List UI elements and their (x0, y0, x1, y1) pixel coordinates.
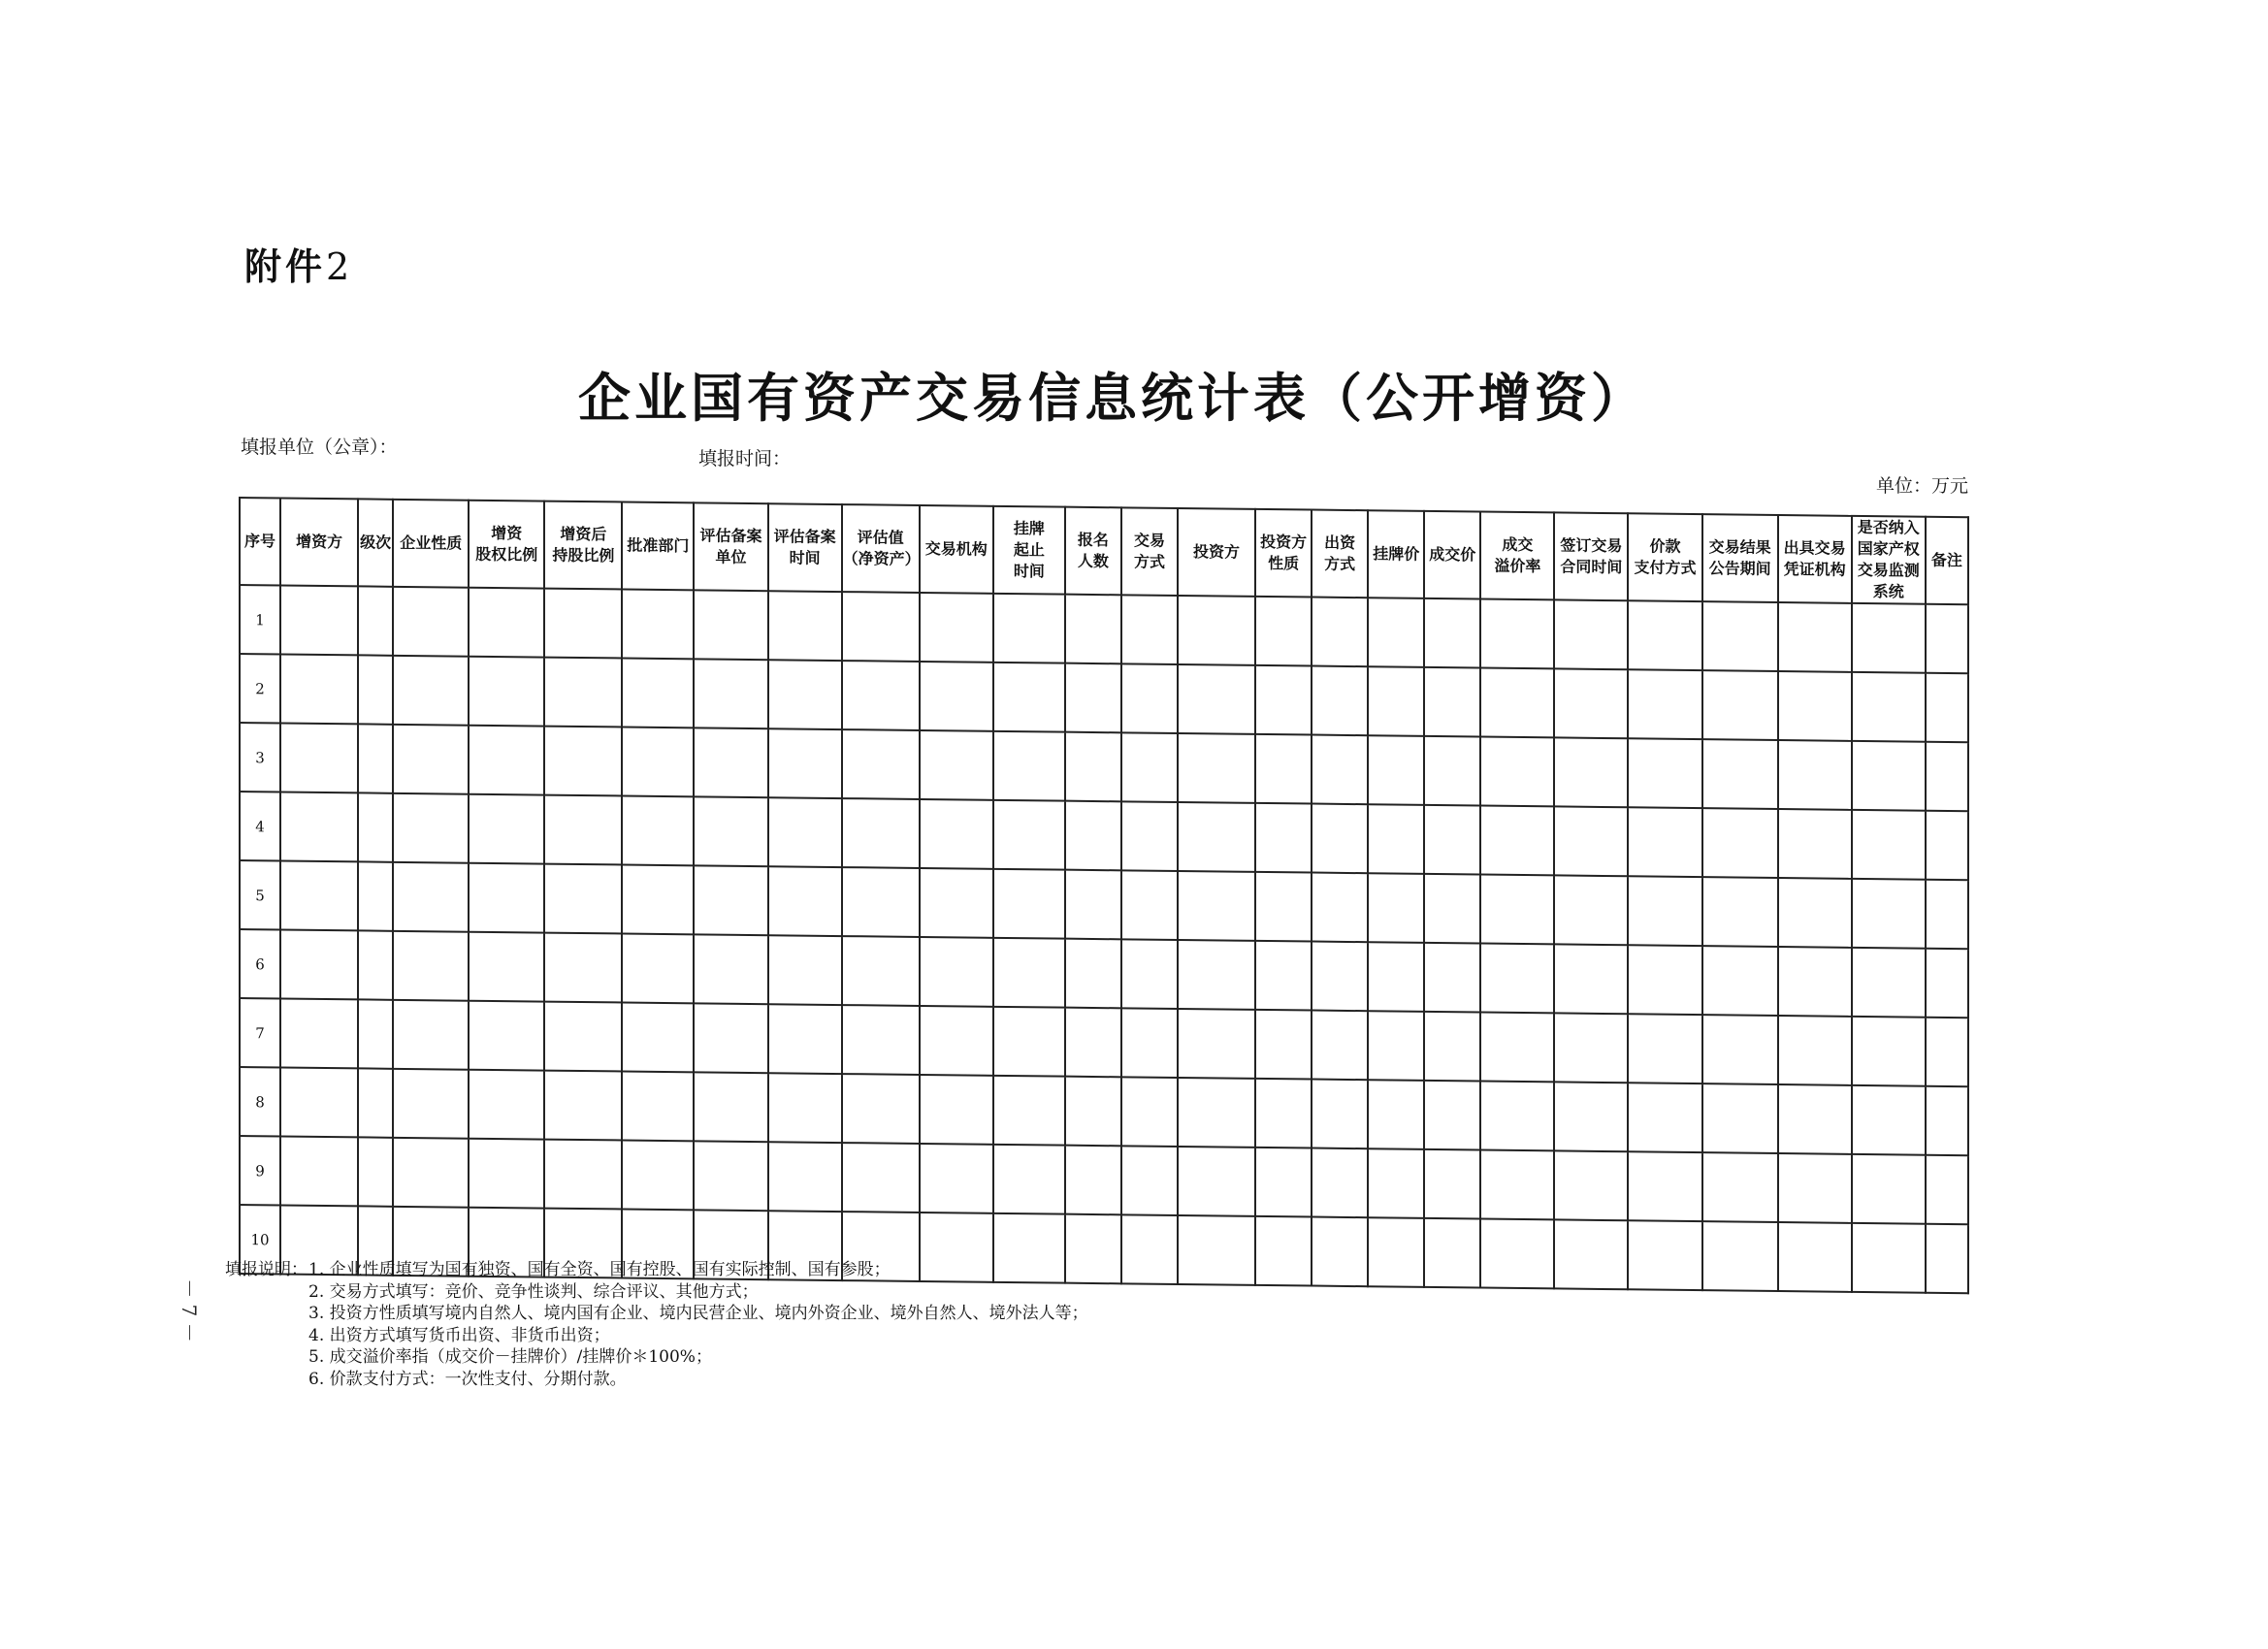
row-number: 1 (240, 585, 280, 654)
table-cell (1121, 1077, 1178, 1147)
column-header: 挂牌价 (1368, 510, 1424, 598)
table-cell (1702, 877, 1778, 947)
table-cell (1778, 602, 1852, 672)
table-cell (920, 1144, 993, 1213)
table-cell (1554, 599, 1628, 669)
table-cell (993, 938, 1065, 1008)
table-cell (280, 792, 358, 861)
table-cell (1312, 735, 1368, 805)
table-cell (544, 1002, 622, 1072)
table-cell (1926, 949, 1968, 1018)
table-cell (1368, 735, 1424, 805)
table-cell (1312, 804, 1368, 874)
table-cell (1424, 874, 1480, 944)
table-cell (1852, 741, 1926, 811)
note-item-2: 2. 交易方式填写：竞价、竞争性谈判、综合评议、其他方式； (308, 1281, 759, 1302)
attachment-text: 附件 (244, 244, 327, 288)
table-cell (469, 1001, 544, 1071)
table-cell (694, 659, 767, 728)
column-header: 成交价 (1424, 511, 1480, 599)
table-cell (469, 794, 544, 864)
table-cell (1424, 805, 1480, 875)
table-cell (1926, 673, 1968, 743)
table-cell (1926, 811, 1968, 881)
table-cell (768, 1142, 842, 1212)
table-cell (694, 865, 767, 935)
table-cell (1702, 670, 1778, 740)
row-number: 9 (240, 1136, 280, 1205)
table-cell (1368, 804, 1424, 874)
table-cell (1424, 1218, 1480, 1288)
table-cell (544, 933, 622, 1003)
table-cell (622, 1002, 694, 1072)
row-number: 10 (240, 1205, 280, 1274)
document-title: 企业国有资产交易信息统计表（公开增资） (578, 367, 1647, 429)
table-cell (1121, 939, 1178, 1009)
table-cell (1312, 598, 1368, 667)
table-cell (1255, 872, 1312, 942)
table-cell (1852, 879, 1926, 949)
table-cell (622, 727, 694, 796)
row-number: 5 (240, 860, 280, 929)
column-header: 增资方 (280, 498, 358, 586)
table-cell (1778, 947, 1852, 1017)
reporting-unit-label: 填报单位（公章）： (241, 436, 398, 458)
table-cell (1554, 1150, 1628, 1220)
row-number: 8 (240, 1067, 280, 1136)
table-cell (842, 1143, 920, 1212)
page-number-mark (165, 1238, 201, 1383)
table-cell (1778, 809, 1852, 879)
note-item-1: 1. 企业性质填写为国有独资、国有全资、国有控股、国有实际控制、国有参股； (308, 1260, 891, 1279)
table-cell (280, 654, 358, 724)
table-cell (1702, 1152, 1778, 1222)
table-cell (920, 1006, 993, 1076)
table-cell (1424, 1081, 1480, 1150)
table-cell (1424, 1012, 1480, 1082)
table-cell (768, 866, 842, 936)
table-cell (358, 586, 393, 655)
table-cell (1424, 667, 1480, 737)
table-cell (1852, 1154, 1926, 1224)
table-cell (1312, 1011, 1368, 1081)
reporting-time-label: 填报时间： (698, 448, 792, 469)
table-cell (694, 1141, 767, 1211)
table-cell (544, 864, 622, 934)
table-cell (280, 723, 358, 792)
table-cell (1702, 1221, 1778, 1291)
column-header: 交易机构 (920, 505, 993, 594)
table-cell (280, 860, 358, 930)
table-cell (1628, 1220, 1701, 1290)
table-cell (920, 799, 993, 869)
table-cell (920, 593, 993, 663)
table-cell (393, 587, 469, 657)
table-cell (1628, 1151, 1701, 1221)
page-number-vertical (165, 1238, 201, 1383)
table-cell (1065, 1077, 1121, 1147)
table-cell (1702, 808, 1778, 878)
table-cell (1480, 1082, 1554, 1151)
table-cell (622, 795, 694, 865)
column-header: 交易结果 公告期间 (1702, 514, 1778, 602)
table-cell (1926, 1224, 1968, 1294)
table-cell (1121, 663, 1178, 733)
table-cell (1480, 599, 1554, 669)
table-cell (1778, 1084, 1852, 1154)
table-cell (1368, 666, 1424, 736)
table-cell (1778, 740, 1852, 810)
table-cell (1121, 732, 1178, 802)
table-cell (1065, 870, 1121, 940)
table-cell (1778, 1153, 1852, 1223)
table-cell (920, 937, 993, 1007)
table-cell (1852, 948, 1926, 1018)
table-cell (1368, 1080, 1424, 1149)
table-cell (1178, 733, 1255, 803)
table-cell (920, 730, 993, 800)
table-cell (1926, 742, 1968, 812)
table-cell (393, 931, 469, 1001)
table-cell (1702, 739, 1778, 809)
table-cell (1926, 880, 1968, 950)
table-cell (1178, 1215, 1255, 1285)
column-header: 增资 股权比例 (469, 501, 544, 589)
page-number-text: － 7 － (178, 1278, 201, 1342)
table-cell (1480, 1150, 1554, 1220)
table-cell (768, 660, 842, 729)
table-cell (1926, 1018, 1968, 1087)
table-cell (842, 798, 920, 868)
table-cell (694, 728, 767, 797)
column-header: 投资方 (1178, 508, 1255, 597)
notes-lead: 填报说明： (225, 1260, 308, 1279)
table-cell (1554, 875, 1628, 945)
row-number: 3 (240, 723, 280, 792)
table-cell (1121, 801, 1178, 871)
table-cell (842, 592, 920, 662)
table-cell (1368, 942, 1424, 1012)
table-cell (280, 585, 358, 655)
table-cell (1778, 1016, 1852, 1085)
table-cell (1424, 1149, 1480, 1219)
table-cell (469, 1070, 544, 1140)
table-cell (1121, 1214, 1178, 1284)
table-cell (1065, 939, 1121, 1009)
column-header: 增资后 持股比例 (544, 501, 622, 590)
table-cell (544, 1140, 622, 1210)
table-cell (544, 589, 622, 659)
table-cell (358, 1137, 393, 1206)
statistics-table-container (239, 497, 1969, 1294)
table-cell (1255, 803, 1312, 873)
attachment-label (244, 237, 353, 290)
table-cell (993, 1145, 1065, 1214)
table-cell (993, 594, 1065, 663)
table-cell (1554, 1082, 1628, 1151)
table-cell (1926, 1155, 1968, 1225)
row-number: 2 (240, 654, 280, 723)
table-cell (1628, 1083, 1701, 1152)
table-cell (993, 800, 1065, 870)
table-cell (694, 590, 767, 660)
table-cell (1065, 1146, 1121, 1215)
table-cell (842, 1005, 920, 1075)
table-cell (1368, 1148, 1424, 1218)
table-cell (1121, 1146, 1178, 1215)
table-cell (280, 929, 358, 999)
table-cell (1121, 1008, 1178, 1078)
table-cell (1702, 601, 1778, 671)
table-cell (1926, 1086, 1968, 1156)
table-cell (1852, 1223, 1926, 1293)
table-cell (1628, 1014, 1701, 1083)
table-cell (1255, 941, 1312, 1011)
row-number: 6 (240, 929, 280, 998)
table-cell (1480, 1219, 1554, 1289)
table-cell (768, 935, 842, 1005)
table-cell (1554, 944, 1628, 1014)
table-cell (993, 663, 1065, 732)
table-cell (1424, 598, 1480, 668)
table-cell (1628, 807, 1701, 877)
table-cell (993, 869, 1065, 939)
table-cell (1368, 1011, 1424, 1081)
column-header: 级次 (358, 499, 393, 586)
column-header: 报名 人数 (1065, 507, 1121, 596)
table-cell (1852, 1017, 1926, 1086)
table-cell (280, 1136, 358, 1206)
table-cell (393, 1000, 469, 1070)
column-header: 备注 (1926, 517, 1968, 605)
filling-instructions (225, 1259, 1088, 1390)
column-header: 评估值 （净资产） (842, 504, 920, 593)
table-cell (1778, 878, 1852, 948)
column-header: 出资 方式 (1312, 510, 1368, 598)
table-cell (358, 861, 393, 930)
table-cell (393, 725, 469, 794)
table-cell (1255, 1079, 1312, 1148)
column-header: 投资方 性质 (1255, 509, 1312, 598)
column-header: 挂牌 起止 时间 (993, 506, 1065, 595)
table-cell (1368, 873, 1424, 943)
table-cell (393, 656, 469, 726)
table-cell (1121, 595, 1178, 664)
table-cell (1480, 875, 1554, 945)
table-body (240, 585, 1968, 1293)
table-cell (393, 1138, 469, 1208)
row-number: 7 (240, 998, 280, 1067)
column-header: 评估备案 时间 (768, 503, 842, 592)
table-cell (393, 862, 469, 932)
table-cell (1255, 597, 1312, 666)
table-cell (1852, 1085, 1926, 1155)
table-cell (544, 795, 622, 865)
table-cell (1065, 595, 1121, 664)
column-header: 是否纳入 国家产权 交易监测 系统 (1852, 516, 1926, 604)
table-cell (1065, 663, 1121, 733)
table-cell (842, 729, 920, 799)
table-cell (1424, 943, 1480, 1013)
table-cell (358, 999, 393, 1068)
table-cell (1178, 940, 1255, 1010)
note-item-3: 3. 投资方性质填写境内自然人、境内国有企业、境内民营企业、境内外资企业、境外自然人、境外法人等； (308, 1304, 1088, 1323)
table-cell (469, 863, 544, 933)
table-cell (358, 792, 393, 861)
row-number: 4 (240, 792, 280, 860)
table-cell (1312, 873, 1368, 943)
table-cell (1255, 1010, 1312, 1080)
table-cell (768, 1073, 842, 1143)
table-cell (1852, 672, 1926, 742)
table-cell (1178, 596, 1255, 665)
table-cell (1554, 806, 1628, 876)
table-cell (842, 1074, 920, 1144)
table-cell (694, 934, 767, 1004)
table-cell (358, 1068, 393, 1137)
table-cell (1702, 1083, 1778, 1153)
table-cell (1121, 870, 1178, 940)
table-cell (1178, 1147, 1255, 1216)
table-cell (622, 864, 694, 934)
table-cell (993, 731, 1065, 801)
table-cell (393, 793, 469, 863)
table-cell (469, 657, 544, 727)
table-cell (622, 1140, 694, 1210)
note-item-6: 6. 价款支付方式：一次性支付、分期付款。 (308, 1369, 627, 1389)
table-cell (1312, 1080, 1368, 1149)
table-cell (768, 1004, 842, 1074)
table-cell (1368, 1217, 1424, 1287)
table-cell (544, 727, 622, 796)
table-cell (1480, 1013, 1554, 1083)
table-cell (1554, 737, 1628, 807)
table-cell (1852, 810, 1926, 880)
table-cell (993, 1076, 1065, 1146)
table-cell (1312, 942, 1368, 1012)
table-cell (1480, 806, 1554, 876)
table-cell (1628, 945, 1701, 1015)
column-header: 评估备案 单位 (694, 502, 767, 591)
statistics-table (239, 497, 1969, 1294)
table-cell (1628, 669, 1701, 739)
table-cell (768, 797, 842, 867)
table-cell (1480, 737, 1554, 807)
table-cell (1255, 1216, 1312, 1286)
table-cell (1778, 671, 1852, 741)
column-header: 价款 支付方式 (1628, 513, 1701, 601)
table-cell (1255, 1148, 1312, 1217)
table-cell (768, 728, 842, 798)
table-cell (622, 1071, 694, 1141)
table-cell (622, 658, 694, 728)
table-cell (1255, 734, 1312, 804)
table-cell (768, 591, 842, 661)
column-header: 交易 方式 (1121, 507, 1178, 596)
table-cell (842, 936, 920, 1006)
column-header: 签订交易 合同时间 (1554, 512, 1628, 600)
table-cell (1312, 1148, 1368, 1218)
table-cell (1554, 1013, 1628, 1083)
table-cell (1628, 876, 1701, 946)
attachment-number: 2 (326, 245, 354, 288)
column-header: 出具交易 凭证机构 (1778, 515, 1852, 603)
column-header: 序号 (240, 498, 280, 585)
table-cell (358, 655, 393, 724)
table-cell (469, 726, 544, 795)
table-cell (1480, 944, 1554, 1014)
table-cell (622, 933, 694, 1003)
table-cell (1628, 738, 1701, 808)
table-cell (1178, 1009, 1255, 1079)
units-label: 单位：万元 (1876, 475, 1969, 497)
table-cell (694, 1072, 767, 1142)
table-cell (358, 930, 393, 999)
table-cell (1312, 666, 1368, 736)
table-cell (842, 867, 920, 937)
table-cell (622, 589, 694, 659)
table-cell (1065, 732, 1121, 802)
column-header: 批准部门 (622, 501, 694, 590)
note-item-4: 4. 出资方式填写货币出资、非货币出资； (308, 1325, 610, 1345)
table-cell (1778, 1222, 1852, 1292)
table-cell (469, 932, 544, 1002)
table-cell (393, 1069, 469, 1139)
table-cell (694, 796, 767, 866)
table-cell (544, 1071, 622, 1141)
table-cell (1065, 1008, 1121, 1078)
table-cell (1926, 604, 1968, 674)
table-cell (993, 1007, 1065, 1077)
table-cell (1702, 946, 1778, 1016)
table-cell (469, 588, 544, 658)
column-header: 企业性质 (393, 500, 469, 588)
table-cell (1628, 600, 1701, 670)
table-cell (842, 661, 920, 730)
table-cell (1368, 598, 1424, 667)
table-cell (1178, 802, 1255, 872)
table-cell (1178, 664, 1255, 734)
table-cell (694, 1003, 767, 1073)
table-cell (280, 998, 358, 1068)
table-cell (920, 1075, 993, 1145)
table-cell (1255, 665, 1312, 735)
table-cell (1702, 1015, 1778, 1084)
table-cell (1852, 603, 1926, 673)
table-cell (1178, 871, 1255, 941)
table-cell (1554, 1219, 1628, 1289)
table-cell (1178, 1078, 1255, 1148)
table-cell (920, 662, 993, 731)
table-cell (1424, 736, 1480, 806)
table-cell (1554, 668, 1628, 738)
table-cell (1312, 1217, 1368, 1287)
table-cell (544, 658, 622, 728)
table-cell (280, 1067, 358, 1137)
note-item-5: 5. 成交溢价率指（成交价－挂牌价）/挂牌价＊100%； (308, 1347, 712, 1367)
table-cell (358, 724, 393, 792)
table-cell (920, 868, 993, 938)
column-header: 成交 溢价率 (1480, 512, 1554, 600)
table-cell (1065, 801, 1121, 871)
table-cell (1480, 668, 1554, 738)
table-cell (469, 1139, 544, 1209)
